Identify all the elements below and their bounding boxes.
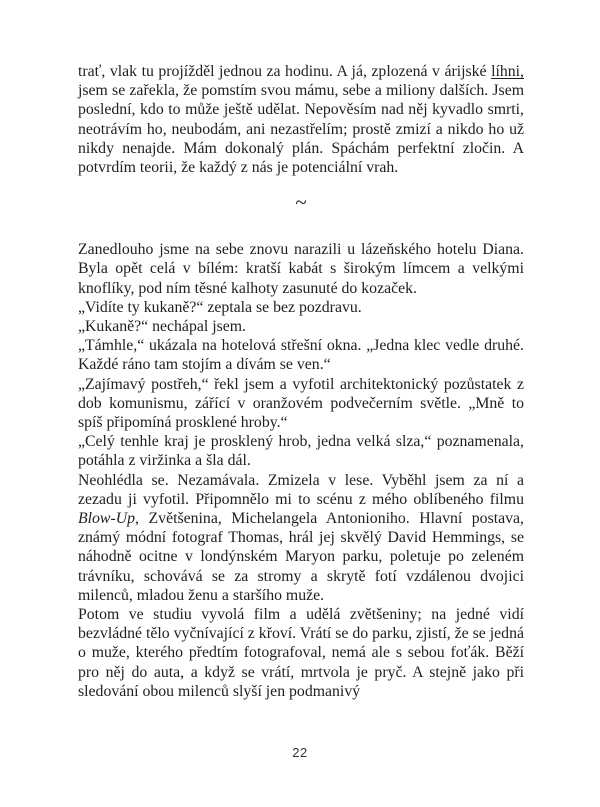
- dialogue-line: „Zajímavý postřeh,“ řekl jsem a vyfotil architektonický pozůstatek z dob komunismu, zářící v oranžovém podvečerním světle. „Mně to spíš připomíná prosklené hroby.“: [78, 375, 524, 432]
- paragraph-meeting: Zanedlouho jsme na sebe znovu narazili u lázeňského hotelu Diana. Byla opět celá v bílém: kratší kabát s širokým límcem a velkými knoflíky, pod ním těsné kalhoty zasunuté do kozaček.: [78, 241, 524, 297]
- paragraph-text: trať, vlak tu projížděl jednou za hodinu. A já, zplozená v árijské: [78, 63, 492, 80]
- page-number: 22: [292, 745, 308, 760]
- paragraph-text: jsem se zařekla, že pomstím svou mámu, sebe a miliony dalších. Jsem poslední, kdo to může ještě udělat. Nepověsím nad něj kyvadlo smrti, neotrávím ho, neubodám, ani nezastřelím; prostě zmizí a nikdo ho už nikdy nenajde. Mám dokonalý plán. Spáchám perfektní zločin. A potvrdím teorii, že každý z nás je potenciální vrah.: [78, 82, 524, 177]
- dialogue-line: „Vidíte ty kukaně?“ zeptala se bez pozdravu.: [78, 298, 362, 316]
- dialogue-line: „Támhle,“ ukázala na hotelová střešní okna. „Jedna klec vedle druhé. Každé ráno tam stojím a dívám se ven.“: [78, 337, 524, 374]
- dialogue-line: „Kukaně?“ nechápal jsem.: [78, 318, 246, 336]
- underlined-word-link[interactable]: líhni,: [491, 63, 524, 80]
- section-separator: ~: [295, 190, 307, 215]
- paragraph-continuation: [78, 62, 524, 177]
- paragraph-text: , Zvětšenina, Michelangela Antonioniho. Hlavní postava, známý módní fotograf Thomas, hrál jej skvělý David Hemmings, se náhodně ocitne v londýnském Maryon parku, poletuje po zeleném trávníku, schovává se za stromy a skrytě fotí vzdálenou dvojici milenců, mladou ženu a staršího muže.: [78, 510, 524, 604]
- paragraph-studio: Potom ve studiu vyvolá film a udělá zvětšeniny; na jedné vidí bezvládné tělo vyčnívající z křoví. Vrátí se do parku, zjistí, že se jedná o muže, kterého předtím fotografoval, nemá ale s sebou foťák. Běží pro něj do auta, a když se vrátí, mrtvola je pryč. A stejně jako při sledování obou milenců slyší jen podmanivý: [78, 606, 524, 700]
- dialogue-line: „Celý tenhle kraj je prosklený hrob, jedna velká slza,“ poznamenala, potáhla z viržinka a šla dál.: [78, 433, 524, 470]
- film-title-italic: Blow-Up: [78, 510, 136, 528]
- text-column: [78, 62, 524, 701]
- paragraph-text: Neohlédla se. Nezamávala. Zmizela v lese. Vyběhl jsem za ní a zezadu ji vyfotil. Připomnělo mi to scénu z mého oblíbeného filmu: [78, 471, 524, 508]
- paragraph-blowup: [78, 471, 524, 605]
